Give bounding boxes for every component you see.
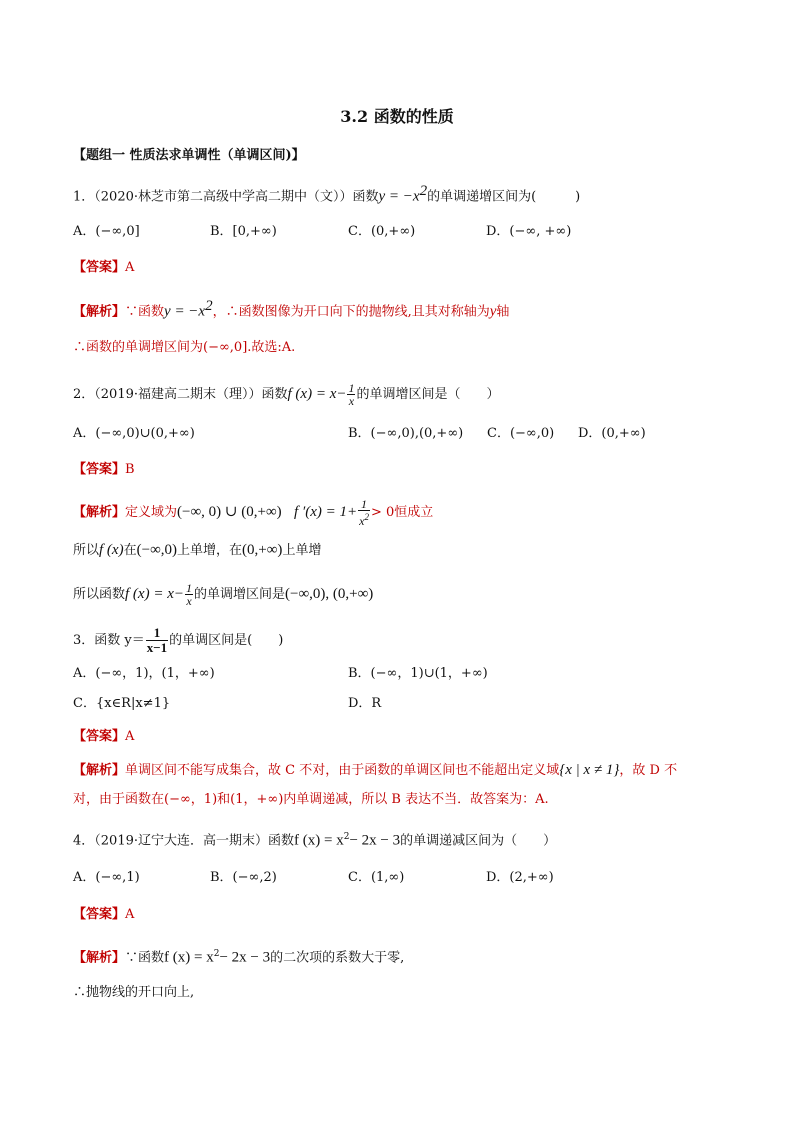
q1-answer: 【答案】A (73, 260, 135, 275)
group-heading: 【题组一 性质法求单调性（单调区间)】 (73, 148, 305, 163)
q1-analysis-line-1: 【解析】∵函数$y = -x^2$，∴函数图像为开口向下的抛物线,且其对称轴为y轴 (73, 298, 510, 320)
q4-analysis-line-2: ∴抛物线的开口向上, (73, 985, 195, 1000)
q1-stem-a: 1．（2020·林芝市第二高级中学高二期中（文））函数 (73, 189, 379, 205)
q4-option-c: C．(1,∞) (348, 870, 405, 885)
q3-option-d: D．R (348, 696, 382, 711)
fraction-1-over-x-minus-1: $\frac{1}{x-1}$ (146, 625, 168, 655)
q3-answer: 【答案】A (73, 729, 135, 744)
q2-analysis-line-1: 【解析】定义域为(−∞, 0) ∪ (0,+∞) f ′(x) = 1+ $\frac{1}{x^2}$ > 0恒成立 (73, 497, 434, 528)
q3-option-c: C．{x∈R|x≠1} (73, 696, 171, 711)
q3-analysis-line-2: 对，由于函数在(−∞，1)和(1，+∞)内单调递减，所以 B 表达不当．故答案为：A. (73, 792, 549, 807)
q4-option-b: B．(−∞,2) (210, 870, 277, 885)
fraction-1-over-x: $\frac{1}{x}$ (348, 381, 355, 408)
q3-option-b: B．(−∞，1)∪(1，+∞) (348, 666, 488, 681)
q4-analysis-line-1: 【解析】∵函数f $(x) = x^2- 2x - 3$的二次项的系数大于零, (73, 949, 405, 966)
question-1: 1．（2020·林芝市第二高级中学高二期中（文））函数$y = -x^2$的单调递增区间为( ) (73, 183, 581, 205)
q3-option-a: A．(−∞，1)，(1，+∞) (73, 666, 215, 681)
q1-func: y = −x (378, 188, 420, 205)
q2-option-c: C．(−∞,0) (487, 426, 555, 441)
q4-option-d: D．(2,+∞) (486, 870, 554, 885)
q3-analysis-line-1: 【解析】单调区间不能写成集合，故 C 不对，由于函数的单调区间也不能超出定义域{x | x ≠ 1}，故 D 不 (73, 762, 678, 778)
q1-option-c: C．(0,+∞) (348, 224, 416, 239)
question-3: 3．函数 y＝ $\frac{1}{x-1}$ 的单调区间是( ) (73, 625, 284, 655)
q2-analysis-line-2: 所以f (x)在(−∞,0)上单增，在(0,+∞)上单增 (73, 542, 322, 558)
q1-option-d: D．(−∞, +∞) (486, 224, 572, 239)
question-2: 2．（2019·福建高二期末（理））函数f (x) = x− $\frac{1}{x}$ 的单调增区间是（ ） (73, 381, 500, 408)
q2-option-d: D．(0,+∞) (578, 426, 646, 441)
q1-stem-b: 的单调递增区间为( ) (427, 189, 581, 205)
page-title: 3.2 函数的性质 (340, 107, 454, 126)
q2-answer: 【答案】B (73, 462, 135, 477)
q1-analysis-line-2: ∴函数的单调增区间为(−∞,0].故选:A. (73, 340, 296, 355)
q4-answer: 【答案】A (73, 907, 135, 922)
q4-option-a: A．(−∞,1) (73, 870, 140, 885)
q2-option-a: A．(−∞,0)∪(0,+∞) (73, 426, 195, 441)
q1-option-b: B．[0,+∞) (210, 224, 277, 239)
question-4: 4．（2019·辽宁大连．高一期末）函数f $(x) = x^2- 2x - 3$的单调递减区间为（ ） (73, 832, 557, 849)
q2-option-b: B．(−∞,0),(0,+∞) (348, 426, 464, 441)
q1-option-a: A．(−∞,0] (73, 224, 140, 239)
q2-analysis-line-3: 所以函数f (x) = x− $\frac{1}{x}$ 的单调增区间是(−∞,0), (0,+∞) (73, 581, 374, 608)
